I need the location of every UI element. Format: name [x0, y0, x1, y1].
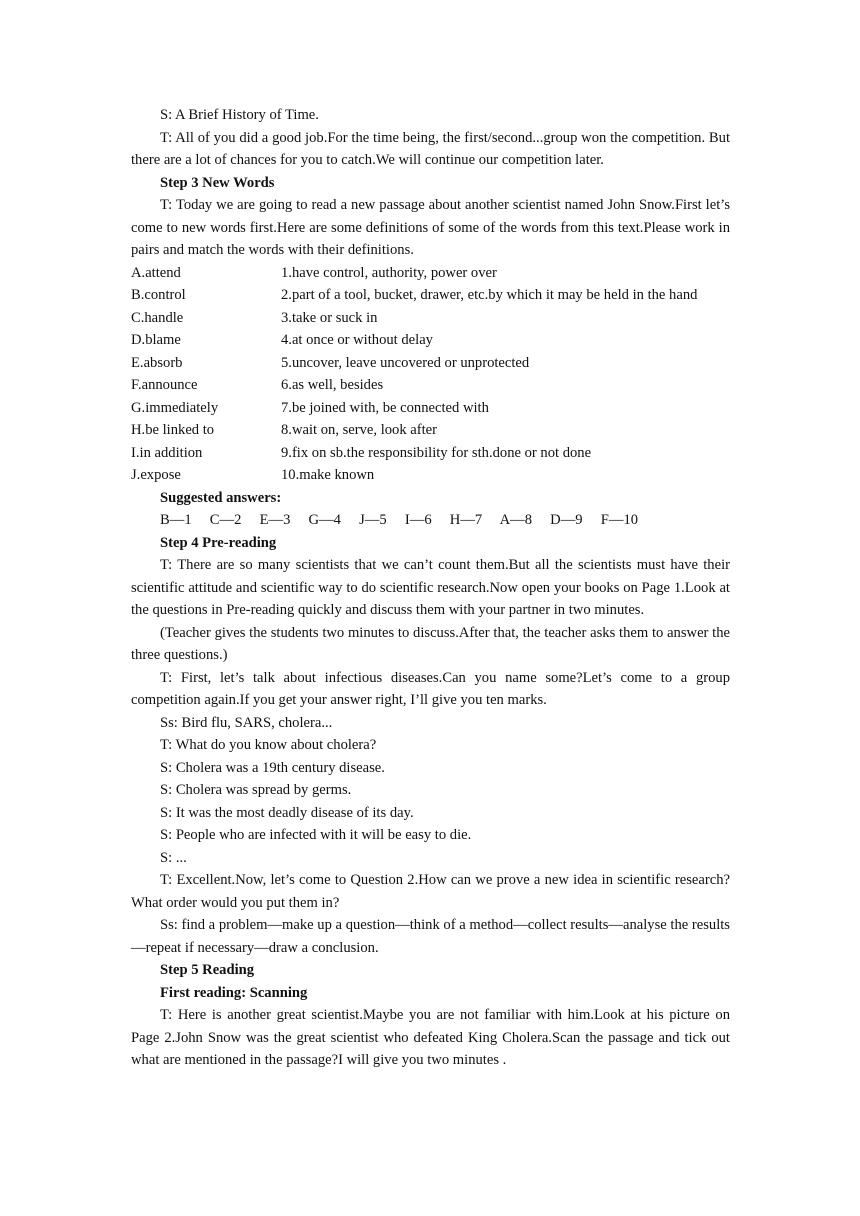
matching-row [131, 352, 730, 375]
word-item: H.be linked to [131, 422, 215, 438]
answer-item: G—4 [308, 512, 341, 528]
definition-item: 2.part of a tool, bucket, drawer, etc.by which it may be held in the hand [281, 287, 698, 303]
definition-item: 3.take or suck in [281, 309, 378, 326]
answers-heading: Suggested answers: [160, 489, 282, 506]
step4-paragraph: T: First, let’s talk about infectious diseases.Can you name some?Let’s come to a group competition again.If you get your answer right, I’ll give you ten marks. [131, 669, 730, 708]
definition-item: 1.have control, authority, power over [281, 264, 497, 281]
answer-item: B—1 [160, 512, 192, 528]
word-item: G.immediately [131, 399, 219, 416]
step3-paragraph: T: Today we are going to read a new passage about another scientist named John Snow.First let’s come to new words first.Here are some definitions of some of the words from this text.Please work in pairs and match the words with their definitions. [131, 197, 730, 258]
matching-row [131, 419, 730, 442]
answer-item: I—6 [404, 512, 432, 528]
document-body [131, 104, 730, 1072]
definition-item: 10.make known [281, 467, 375, 483]
dialogue-line: S: ... [160, 849, 187, 866]
matching-row [131, 284, 730, 307]
answer-key [131, 509, 730, 532]
answer-item: H—7 [449, 512, 483, 528]
answer-item: C—2 [209, 512, 242, 528]
word-item: C.handle [131, 309, 184, 326]
step4-paragraph: T: Excellent.Now, let’s come to Question 2.How can we prove a new idea in scientific research?What order would you put them in? [131, 872, 730, 911]
step5-paragraph: T: Here is another great scientist.Maybe you are not familiar with him.Look at his picture on Page 2.John Snow was the great scientist who defeated King Cholera.Scan the passage and tick out what are mentioned in the passage?I will give you two minutes . [131, 1007, 730, 1068]
dialogue-line: S: People who are infected with it will be easy to die. [160, 827, 472, 843]
word-item: B.control [131, 287, 186, 303]
word-item: F.announce [131, 377, 198, 393]
step3-heading: Step 3 New Words [160, 174, 275, 191]
matching-row [131, 464, 730, 487]
matching-row [131, 397, 730, 420]
matching-row [131, 442, 730, 465]
matching-row [131, 374, 730, 397]
answer-item: D—9 [550, 512, 583, 528]
answer-item: F—10 [600, 512, 639, 528]
dialogue-line: S: It was the most deadly disease of its day. [160, 804, 414, 821]
matching-row [131, 329, 730, 352]
matching-row [131, 262, 730, 285]
word-item: E.absorb [131, 354, 183, 371]
step4-heading: Step 4 Pre-reading [160, 534, 277, 551]
matching-list [131, 262, 730, 487]
intro-paragraph: T: All of you did a good job.For the time being, the first/second...group won the competition. But there are a lot of chances for you to catch.We will continue our competition later. [131, 129, 730, 168]
dialogue-line: S: Cholera was a 19th century disease. [160, 759, 385, 776]
dialogue-line: S: Cholera was spread by germs. [160, 782, 352, 798]
step5-subheading: First reading: Scanning [160, 984, 308, 1001]
answer-item: E—3 [259, 512, 291, 528]
step4-paragraph: Ss: find a problem—make up a question—think of a method—collect results—analyse the results—repeat if necessary—draw a conclusion. [131, 917, 730, 956]
word-item: A.attend [131, 264, 181, 281]
answer-item: J—5 [359, 512, 387, 528]
step4-paragraph: T: There are so many scientists that we can’t count them.But all the scientists must have their scientific attitude and scientific way to do scientific research.Now open your books on Page 1.Look at the questions in Pre-reading quickly and discuss them with your partner in two minutes. [131, 557, 730, 618]
definition-item: 7.be joined with, be connected with [281, 399, 489, 416]
step5-heading: Step 5 Reading [160, 962, 255, 978]
word-item: D.blame [131, 332, 181, 348]
dialogue-line: T: What do you know about cholera? [160, 737, 377, 753]
answer-item: A—8 [499, 512, 532, 528]
dialogue-line: Ss: Bird flu, SARS, cholera... [160, 714, 333, 731]
word-item: I.in addition [131, 444, 203, 461]
definition-item: 4.at once or without delay [281, 332, 433, 348]
definition-item: 5.uncover, leave uncovered or unprotected [281, 354, 530, 371]
intro-line: S: A Brief History of Time. [160, 107, 319, 123]
step4-paragraph: (Teacher gives the students two minutes to discuss.After that, the teacher asks them to answer the three questions.) [131, 624, 730, 663]
word-item: J.expose [131, 467, 181, 483]
matching-row [131, 307, 730, 330]
definition-item: 8.wait on, serve, look after [281, 422, 438, 438]
definition-item: 6.as well, besides [281, 377, 384, 393]
definition-item: 9.fix on sb.the responsibility for sth.done or not done [281, 444, 592, 461]
